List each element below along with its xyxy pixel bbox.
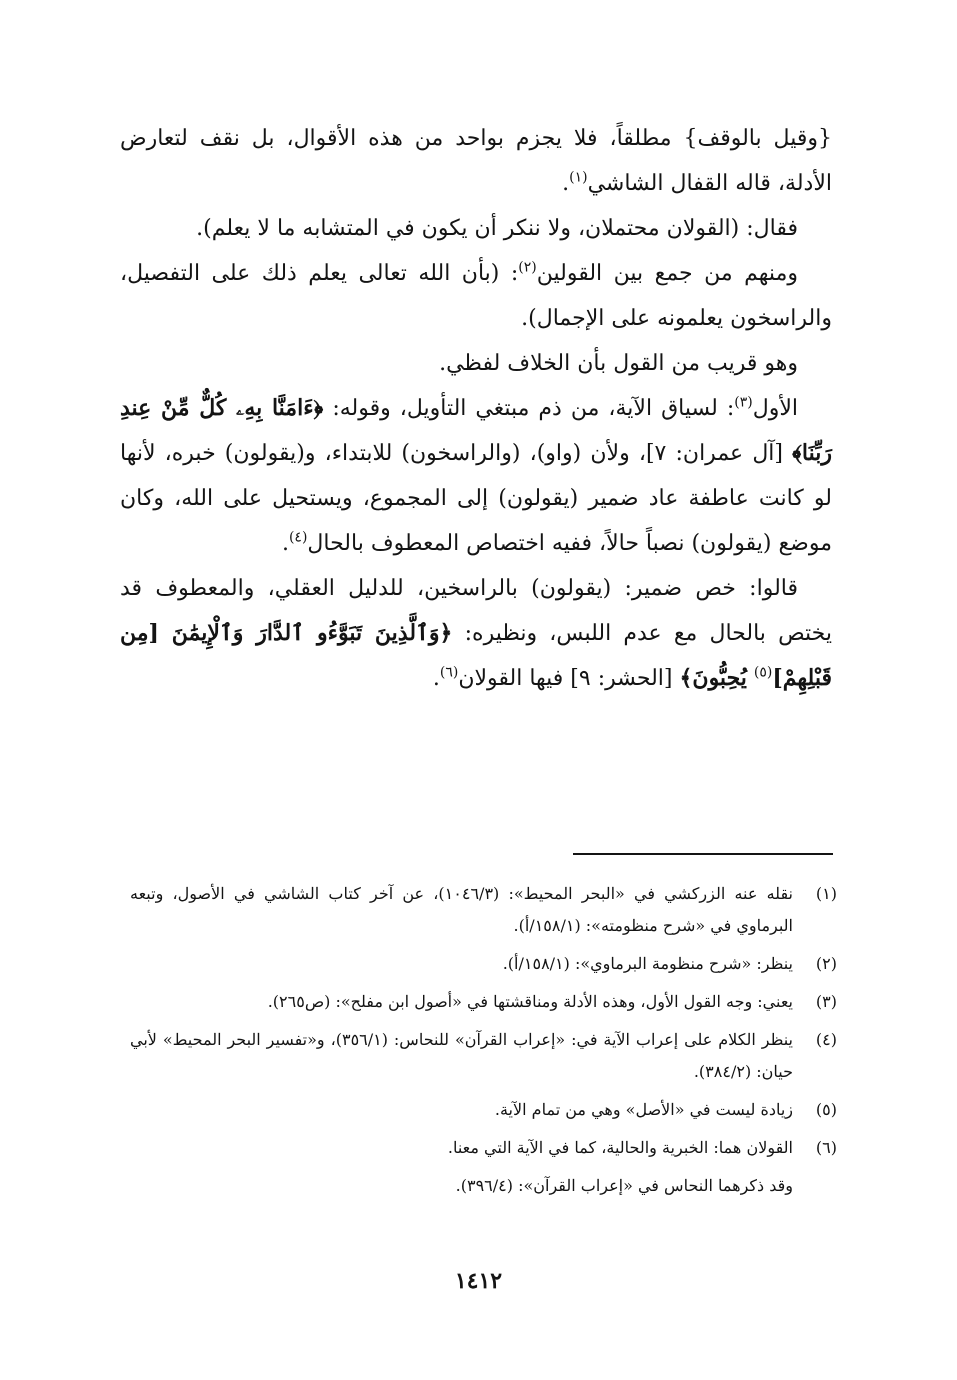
footnote-text: زيادة ليست في «الأصل» وهي من تمام الآية. bbox=[494, 1100, 793, 1119]
paragraph-5-text-a: الأول bbox=[752, 396, 798, 421]
paragraph-3-text-a: ومنهم من جمع بين القولين bbox=[536, 261, 798, 286]
footnote-ref-1: (١) bbox=[569, 169, 588, 186]
page-number: ١٤١٢ bbox=[454, 1268, 503, 1294]
paragraph-5-text-c: [آل عمران: ٧]، ولأن (واو)، (والراسخون) للابتداء، و(يقولون) خبره، لأنها لو كانت عاطفة عاد ضمير (يقولون) إلى المجموع، ويستحيل على الله، وكان موضع (يقولون) نصباً حالاً، ففيه اختصاص المعطوف بالحال bbox=[120, 441, 832, 556]
footnote-ref-6: (٦) bbox=[439, 664, 459, 681]
footnote-4 bbox=[130, 1024, 837, 1088]
paragraph-5 bbox=[120, 386, 832, 566]
paragraph-3 bbox=[120, 251, 832, 341]
footnote-ref-5: (٥) bbox=[753, 664, 773, 681]
paragraph-6-text-a: قالوا: خص ضمير: (يقولون) بالراسخين، للدليل العقلي، والمعطوف قد يختص بالحال مع عدم اللبس، ونظيره: bbox=[120, 576, 832, 646]
footnote-2 bbox=[130, 948, 837, 980]
footnote-number: (٦) bbox=[815, 1138, 837, 1157]
paragraph-3-text-b: : (بأن الله تعالى يعلم ذلك على التفصيل، والراسخون يعلمونه على الإجمال). bbox=[120, 261, 832, 331]
footnote-1 bbox=[130, 878, 837, 942]
main-text bbox=[120, 116, 832, 701]
quran-quote-2: ﴿وَٱلَّذِينَ تَبَوَّءُو ٱلدَّارَ وَٱلْإِيمَٰنَ [مِن قَبْلِهِمْ] bbox=[120, 620, 832, 691]
paragraph-6-end: . bbox=[432, 666, 440, 691]
footnote-number: (١) bbox=[815, 884, 837, 903]
footnote-ref-4: (٤) bbox=[288, 529, 308, 546]
footnote-ref-2: (٢) bbox=[518, 259, 537, 276]
footnote-text: نقله عنه الزركشي في «البحر المحيط»: (١٠٤٦/٣)، عن آخر كتاب الشاشي في الأصول، وتبعه البرماوي في «شرح منظومته»: (١٥٨/١/أ). bbox=[130, 884, 794, 935]
footnote-number: (٥) bbox=[815, 1100, 837, 1119]
paragraph-1-text: {وقيل بالوقف} مطلقاً، فلا يجزم بواحد من هذه الأقوال، بل نقف لتعارض الأدلة، قاله القفال الشاشي bbox=[120, 126, 832, 196]
footnote-number: (٣) bbox=[815, 992, 837, 1011]
footnote-text: ينظر: «شرح منظومة البرماوي»: (١٥٨/١/أ). bbox=[502, 954, 793, 973]
footnote-6-continuation: وقد ذكرهما النحاس في «إعراب القرآن»: (٣٩٦/٤). bbox=[455, 1176, 793, 1195]
quran-quote-2-end: يُحِبُّونَ﴾ bbox=[679, 665, 747, 691]
paragraph-5-end: . bbox=[281, 531, 289, 556]
footnote-text: القولان هما: الخبرية والحالية، كما في الآية التي معنا. bbox=[447, 1138, 793, 1157]
footnote-ref-3: (٣) bbox=[734, 394, 753, 411]
footnote-number: (٢) bbox=[815, 954, 837, 973]
paragraph-5-text-b: : لسياق الآية، من ذم مبتغي التأويل، وقوله: bbox=[332, 396, 735, 421]
paragraph-1 bbox=[120, 116, 832, 206]
paragraph-4: وهو قريب من القول بأن الخلاف لفظي. bbox=[439, 351, 798, 376]
footnote-separator bbox=[573, 853, 833, 855]
footnote-6 bbox=[130, 1132, 837, 1164]
footnote-5 bbox=[130, 1094, 837, 1126]
footnote-text: ينظر الكلام على إعراب الآية في: «إعراب القرآن» للنحاس: (٣٥٦/١)، و«تفسير البحر المحيط» لأبي حيان: (٣٨٤/٢). bbox=[130, 1030, 794, 1081]
footnote-text: يعني: وجه القول الأول، وهذه الأدلة ومناقشتها في «أصول ابن مفلح»: (ص٢٦٥). bbox=[267, 992, 793, 1011]
paragraph-1-end: . bbox=[562, 171, 570, 196]
paragraph-6 bbox=[120, 566, 832, 701]
footnote-number: (٤) bbox=[815, 1030, 837, 1049]
paragraph-2: فقال: (القولان محتملان، ولا ننكر أن يكون في المتشابه ما لا يعلم). bbox=[196, 216, 798, 241]
paragraph-6-text-b: [الحشر: ٩] فيها القولان bbox=[458, 666, 673, 691]
quran-quote-1: ﴿ءَامَنَّا بِهِۦ كُلٌّ مِّنْ عِندِ رَبِّنَا﴾ bbox=[120, 395, 832, 466]
footnotes bbox=[130, 878, 837, 1202]
footnote-3 bbox=[130, 986, 837, 1018]
